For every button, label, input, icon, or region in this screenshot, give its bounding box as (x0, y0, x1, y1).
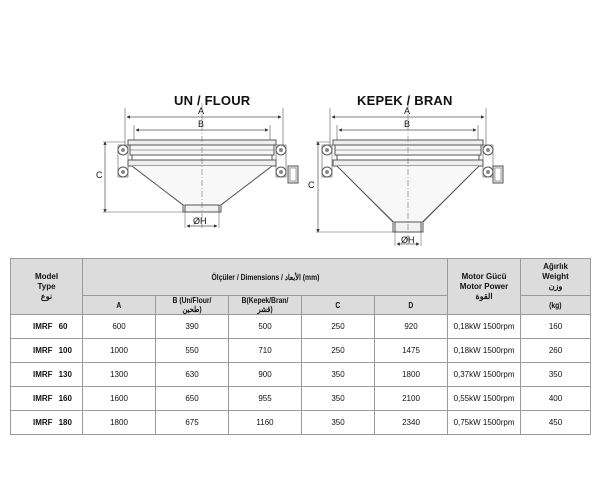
motor-cell: 0,37kW 1500rpm (448, 363, 521, 387)
flour-dim-h-label: ØH (193, 216, 207, 226)
col-b-bran-header: B(Kepek/Bran/قشر) (229, 296, 302, 315)
d-cell: 920 (375, 315, 448, 339)
model-cell: IMRF 160 (11, 387, 83, 411)
weight-cell: 450 (521, 411, 591, 435)
table-row (11, 315, 591, 339)
b-flour-cell: 630 (156, 363, 229, 387)
bran-dim-h-label: ØH (401, 235, 415, 245)
col-d-header: D (375, 296, 448, 315)
a-cell: 600 (83, 315, 156, 339)
a-cell: 1000 (83, 339, 156, 363)
b-bran-cell: 500 (229, 315, 302, 339)
weight-unit-header: (kg) (521, 296, 591, 315)
weight-cell: 260 (521, 339, 591, 363)
table-row (11, 339, 591, 363)
weight-header: Ağırlık Weight وزن (521, 259, 591, 296)
bran-dim-c-label: C (308, 180, 315, 190)
table-row (11, 411, 591, 435)
model-cell: IMRF 60 (11, 315, 83, 339)
bran-diagram-title: KEPEK / BRAN (357, 93, 453, 108)
b-bran-cell: 955 (229, 387, 302, 411)
b-flour-cell: 675 (156, 411, 229, 435)
col-a-header: A (83, 296, 156, 315)
c-cell: 350 (302, 363, 375, 387)
col-c-header: C (302, 296, 375, 315)
c-cell: 350 (302, 411, 375, 435)
bran-dim-a-label: A (404, 106, 411, 116)
c-cell: 350 (302, 387, 375, 411)
weight-cell: 400 (521, 387, 591, 411)
d-cell: 2100 (375, 387, 448, 411)
b-bran-cell: 710 (229, 339, 302, 363)
model-cell: IMRF 130 (11, 363, 83, 387)
dimensions-header: Ölçüler / Dimensions / الأبعاد (mm) (83, 259, 448, 296)
d-cell: 1475 (375, 339, 448, 363)
d-cell: 1800 (375, 363, 448, 387)
b-flour-cell: 650 (156, 387, 229, 411)
motor-cell: 0,55kW 1500rpm (448, 387, 521, 411)
a-cell: 1800 (83, 411, 156, 435)
table-row (11, 387, 591, 411)
b-bran-cell: 900 (229, 363, 302, 387)
table-row (11, 363, 591, 387)
a-cell: 1600 (83, 387, 156, 411)
model-type-header: Model Type نوع (11, 259, 83, 315)
motor-cell: 0,75kW 1500rpm (448, 411, 521, 435)
flour-diagram-title: UN / FLOUR (174, 93, 251, 108)
flour-dim-a-label: A (198, 106, 205, 116)
flour-dim-c-label: C (96, 170, 103, 180)
d-cell: 2340 (375, 411, 448, 435)
a-cell: 1300 (83, 363, 156, 387)
c-cell: 250 (302, 315, 375, 339)
b-flour-cell: 390 (156, 315, 229, 339)
specifications-table (10, 258, 591, 435)
motor-cell: 0,18kW 1500rpm (448, 315, 521, 339)
model-cell: IMRF 100 (11, 339, 83, 363)
flour-dim-b-label: B (198, 119, 205, 129)
weight-cell: 160 (521, 315, 591, 339)
model-cell: IMRF 180 (11, 411, 83, 435)
motor-power-header: Motor Gücü Motor Power القوة (448, 259, 521, 315)
b-flour-cell: 550 (156, 339, 229, 363)
col-b-flour-header: B (Un/Flour/طحين) (156, 296, 229, 315)
b-bran-cell: 1160 (229, 411, 302, 435)
bran-dim-b-label: B (404, 119, 411, 129)
weight-cell: 350 (521, 363, 591, 387)
motor-cell: 0,18kW 1500rpm (448, 339, 521, 363)
c-cell: 250 (302, 339, 375, 363)
